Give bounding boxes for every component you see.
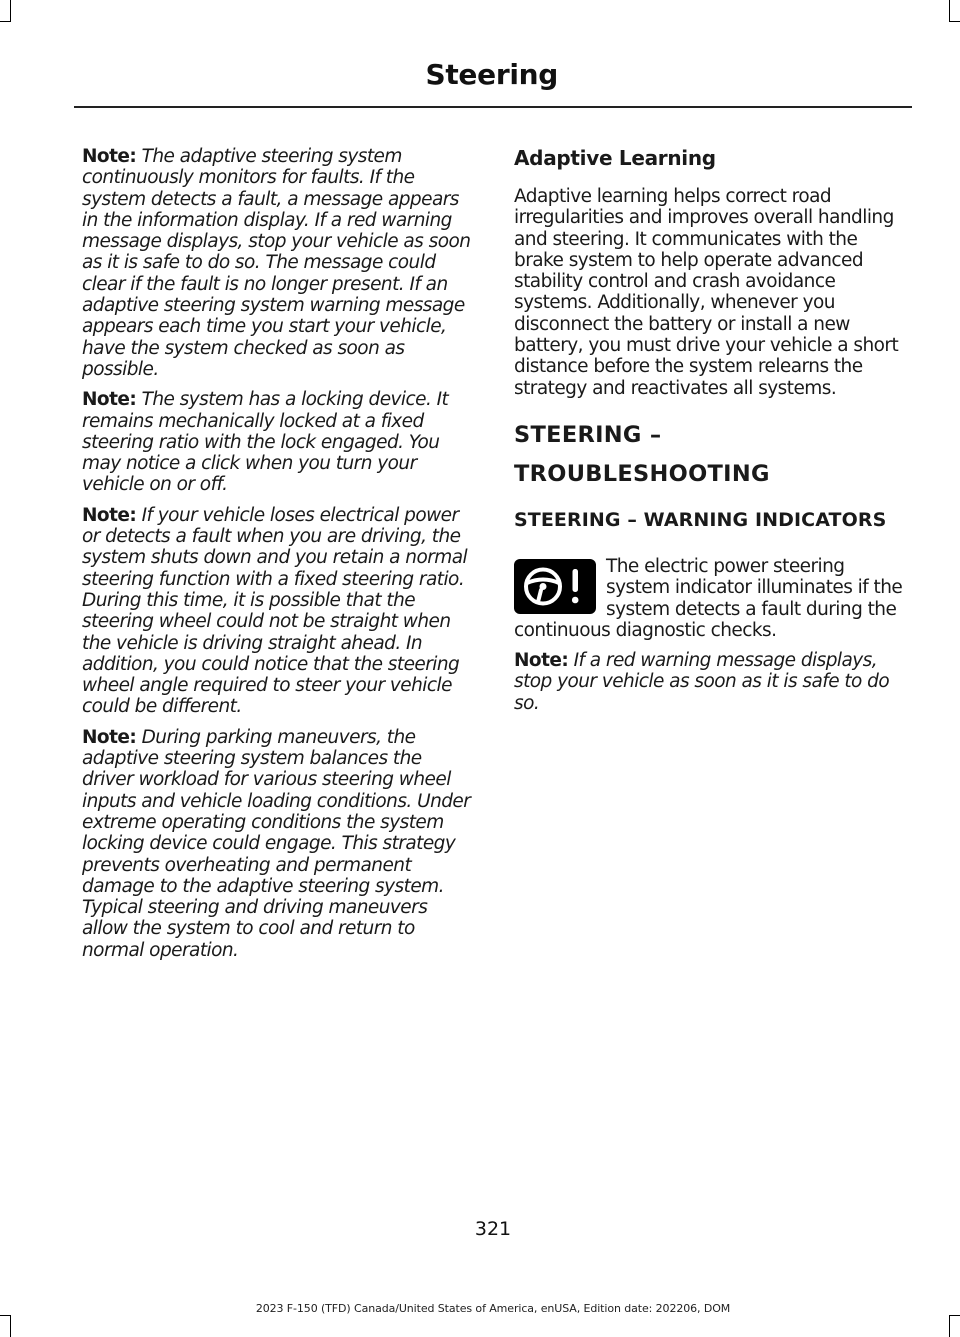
crop-mark: [10, 0, 11, 22]
crop-mark: [0, 21, 10, 22]
power-steering-warning-icon: [514, 559, 596, 614]
crop-mark: [10, 1315, 11, 1337]
adaptive-learning-body: Adaptive learning helps correct road irregularities and improves overall handling and steering. It communicates with the brake system to help operate advanced stability control and crash avoidance systems. Additionally, whenever you disconnect the battery or install a new battery, you must drive your vehicle a short distance before the system relearns the strategy and reactivates all systems.: [514, 186, 899, 399]
note-paragraph: [82, 505, 477, 718]
note-paragraph: [82, 146, 477, 380]
crop-mark: [950, 1315, 960, 1316]
page-number: 321: [474, 1218, 512, 1240]
note-text: During parking maneuvers, the adaptive steering system balances the driver workload for various steering wheel inputs and vehicle loading conditions. Under extreme operating conditions the system locking device could engage. This strategy prevents overheating and permanent damage to the adaptive steering system. Typical steering and driving maneuvers allow the system to cool and return to normal operation.: [82, 726, 471, 961]
left-column: [82, 146, 477, 970]
adaptive-learning-heading: Adaptive Learning: [514, 146, 716, 170]
note-paragraph: [82, 727, 477, 961]
crop-mark: [950, 21, 960, 22]
note-paragraph: [514, 650, 909, 714]
warning-indicators-heading: STEERING – WARNING INDICATORS: [514, 508, 887, 531]
crop-mark: [0, 1315, 10, 1316]
title-divider: [74, 106, 912, 108]
note-paragraph: [82, 389, 477, 495]
page-title: Steering: [425, 58, 558, 91]
note-label: Note:: [514, 650, 569, 672]
edition-footer: 2023 F-150 (TFD) Canada/United States of America, enUSA, Edition date: 202206, DOM: [255, 1302, 731, 1315]
note-text: The system has a locking device. It remains mechanically locked at a fixed steering ratio with the lock engaged. You may notice a click when you turn your vehicle on or off.: [82, 389, 449, 496]
note-text: The adaptive steering system continuously monitors for faults. If the system detects a fault, a message appears in the information display. If a red warning message displays, stop your vehicle as soon as it is safe to do so. The message could clear if the fault is no longer present. If an adaptive steering system warning message appears each time you start your vehicle, have the system checked as soon as possible.: [82, 146, 471, 380]
chapter-heading: [514, 421, 909, 489]
chapter-heading-line-2: TROUBLESHOOTING: [514, 460, 770, 487]
indicator-text: The electric power steering system indicator illuminates if the system detects a fault during the continuous diagnostic checks.: [514, 555, 903, 641]
crop-mark: [949, 0, 950, 22]
indicator-description: [514, 556, 909, 641]
crop-mark: [949, 1315, 950, 1337]
chapter-heading-line-1: STEERING –: [514, 421, 662, 448]
note-label: Note:: [82, 504, 137, 526]
note-label: Note:: [82, 146, 137, 167]
note-label: Note:: [82, 389, 137, 411]
note-label: Note:: [82, 726, 137, 748]
note-text: If your vehicle loses electrical power or detects a fault when you are driving, the system shuts down and you retain a normal steering function with a fixed steering ratio. During this time, it is possible that the steering wheel could not be straight when the vehicle is driving straight ahead. In addition, you could notice that the steering wheel angle required to steer your vehicle could be different.: [82, 504, 468, 718]
note-text: If a red warning message displays, stop your vehicle as soon as it is safe to do so.: [514, 650, 890, 714]
right-column: [514, 146, 909, 723]
